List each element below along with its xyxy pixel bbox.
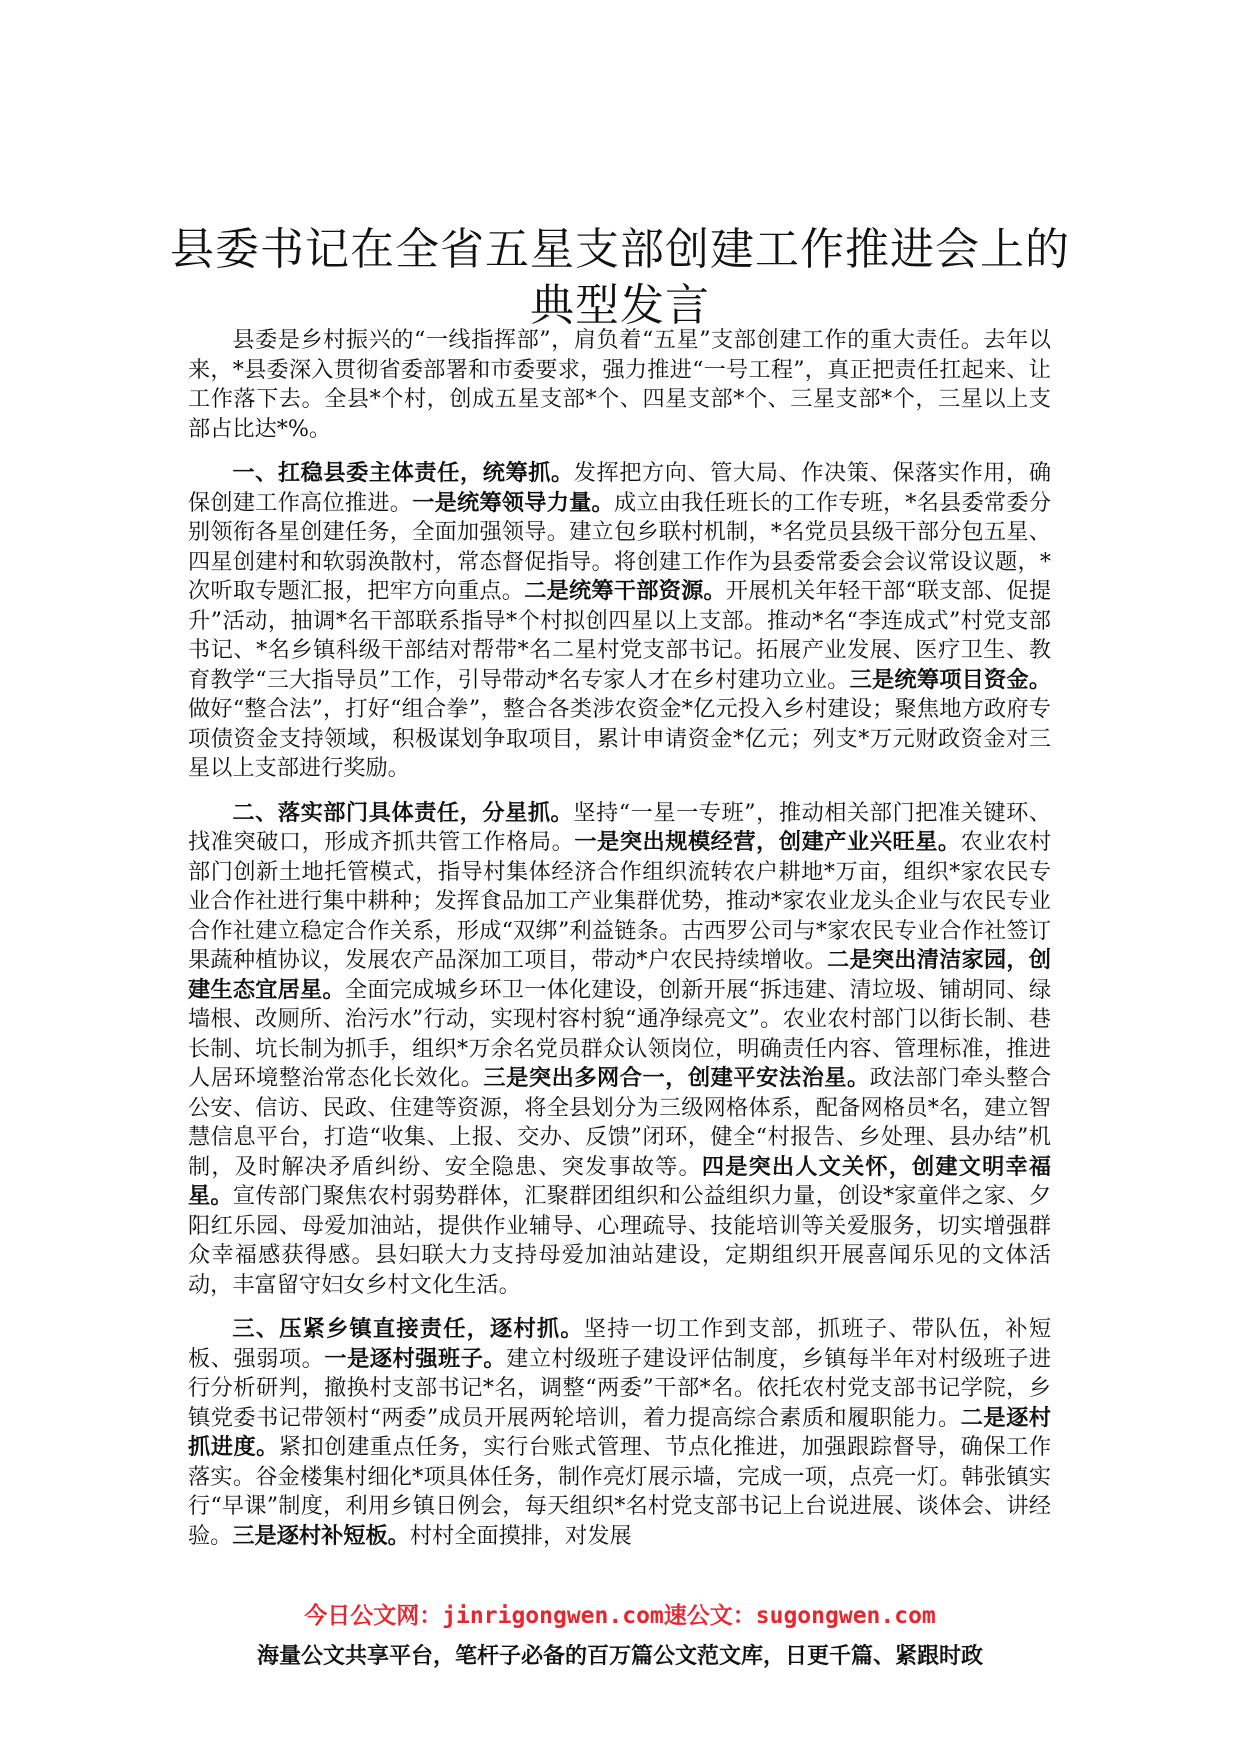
section-1-text-3: 开展机关年轻干部“联支部、促提升”活动，抽调*名干部联系指导*个村拟创四星以上支部。推动*名“李连成式”村党支部书记、*名乡镇科级干部结对帮带*名二星村党支部书记。拓展产业发展、医疗卫生、教育教学“三大指导员”工作，引导带动*名专家人才在乡村建功立业。	[188, 578, 1052, 693]
section-3-text-3: 紧扣创建重点任务，实行台账式管理、节点化推进，加强跟踪督导，确保工作落实。谷金楼集村细化*项具体任务，制作亮灯展示墙，完成一项，点亮一灯。韩张镇实行“早课”制度，利用乡镇日例会，每天组织*名村党支部书记上台说进展、谈体会、讲经验。	[188, 1434, 1052, 1549]
section-2-text-5: 宣传部门聚焦农村弱势群体，汇聚群团组织和公益组织力量，创设*家童伴之家、夕阳红乐园、母爱加油站，提供作业辅导、心理疏导、技能培训等关爱服务，切实增强群众幸福感获得感。县妇联大力支持母爱加油站建设，定期组织开展喜闻乐见的文体活动，丰富留守妇女乡村文化生活。	[188, 1183, 1052, 1298]
section-3-sub-1: 一是逐村强班子。	[324, 1345, 507, 1372]
section-3-text-1: 坚持一切工作到支部，抓班子、带队伍，补短板、强弱项。	[188, 1316, 1052, 1372]
title-line-2: 典型发言	[530, 280, 710, 331]
section-2-sub-2: 二是突出清洁家园，创建生态宜居星。	[188, 947, 1052, 1003]
section-3-text-4: 村村全面摸排，对发展	[409, 1522, 632, 1549]
section-3-paragraph	[188, 1315, 1051, 1551]
section-1-text-4: 做好“整合法”，打好“组合拳”，整合各类涉农资金*亿元投入乡村建设；聚焦地方政府专项债资金支持领域，积极谋划争取项目，累计申请资金*亿元；列支*万元财政资金对三星以上支部进行奖励。	[188, 696, 1051, 781]
section-2-text-4: 政法部门牵头整合公安、信访、民政、住建等资源，将全县划分为三级网格体系，配备网格员*名，建立智慧信息平台，打造“收集、上报、交办、反馈”闭环，健全“村报告、乡处理、县办结”机制，及时解决矛盾纠纷、安全隐患、突发事故等。	[188, 1065, 1052, 1180]
site-1-link[interactable]: jinrigongwen.com	[442, 1603, 664, 1629]
section-2-sub-1: 一是突出规模经营，创建产业兴旺星。	[574, 829, 961, 855]
section-1-text-2: 成立由我任班长的工作专班，*名县委常委分别领衔各星创建任务，全面加强领导。建立包乡联村机制，*名党员县级干部分包五星、四星创建村和软弱涣散村，常态督促指导。将创建工作作为县委常委会会议常设议题，*次听取专题汇报，把牢方向重点。	[188, 489, 1052, 604]
section-2-sub-4: 四是突出人文关怀，创建文明幸福星。	[188, 1153, 1052, 1209]
section-1-sub-3: 三是统筹项目资金。	[849, 666, 1052, 693]
site-2-link[interactable]: sugongwen.com	[755, 1603, 936, 1629]
site-2-name: 速公文：	[663, 1603, 756, 1629]
site-1-name: 今日公文网：	[304, 1603, 443, 1629]
section-2-paragraph	[188, 799, 1051, 1301]
section-1-heading: 一、扛稳县委主体责任，统筹抓。	[232, 460, 574, 486]
document-body	[188, 326, 1051, 1566]
section-2-heading: 二、落实部门具体责任，分星抓。	[232, 799, 574, 826]
intro-paragraph: 县委是乡村振兴的“一线指挥部”，肩负着“五星”支部创建工作的重大责任。去年以来，*县委深入贯彻省委部署和市委要求，强力推进“一号工程”，真正把责任扛起来、让工作落下去。全县*个村，创成五星支部*个、四星支部*个、三星支部*个，三星以上支部占比达*%。	[188, 327, 1051, 442]
section-2-text-1: 坚持“一星一专班”，推动相关部门把准关键环、找准突破口，形成齐抓共管工作格局。	[188, 799, 1052, 855]
section-1-sub-2: 二是统筹干部资源。	[524, 578, 726, 604]
section-1-text-1: 发挥把方向、管大局、作决策、保落实作用，确保创建工作高位推进。	[188, 460, 1052, 516]
section-1-paragraph	[188, 459, 1051, 784]
section-3-sub-3: 三是逐村补短板。	[232, 1522, 410, 1549]
section-2-text-3: 全面完成城乡环卫一体化建设，创新开展“拆违建、清垃圾、铺胡同、绿墙根、改厕所、治污水”行动，实现村容村貌“通净绿亮文”。农业农村部门以街长制、巷长制、坑长制为抓手，组织*万余名党员群众认领岗位，明确责任内容、管理标准，推进人居环境整治常态化长效化。	[188, 976, 1052, 1091]
footer-slogan: 海量公文共享平台，笔杆子必备的百万篇公文范文库，日更千篇、紧跟时政	[256, 1644, 983, 1669]
section-3-text-2: 建立村级班子建设评估制度，乡镇每半年对村级班子进行分析研判，撤换村支部书记*名，调整“两委”干部*名。依托农村党支部书记学院，乡镇党委书记带领村“两委”成员开展两轮培训，着力提高综合素质和履职能力。	[188, 1345, 1052, 1431]
document-title	[150, 222, 1090, 334]
section-1-sub-1: 一是统筹领导力量。	[412, 489, 614, 516]
section-2-sub-3: 三是突出多网合一，创建平安法治星。	[483, 1065, 870, 1091]
section-3-sub-2: 二是逐村抓进度。	[188, 1404, 1051, 1460]
section-2-text-2: 农业农村部门创新土地托管模式，指导村集体经济合作组织流转农户耕地*万亩，组织*家农民专业合作社进行集中耕种；发挥食品加工产业集群优势，推动*家农业龙头企业与农民专业合作社建立稳定合作关系，形成“双绑”利益链条。古西罗公司与*家农民专业合作社签订果蔬种植协议，发展农产品深加工项目，带动*户农民持续增收。	[188, 829, 1052, 973]
footer-banner	[0, 1600, 1240, 1672]
footer-links	[0, 1600, 1240, 1632]
section-3-heading: 三、压紧乡镇直接责任，逐村抓。	[232, 1316, 584, 1342]
title-line-1: 县委书记在全省五星支部创建工作推进会上的	[170, 224, 1070, 275]
